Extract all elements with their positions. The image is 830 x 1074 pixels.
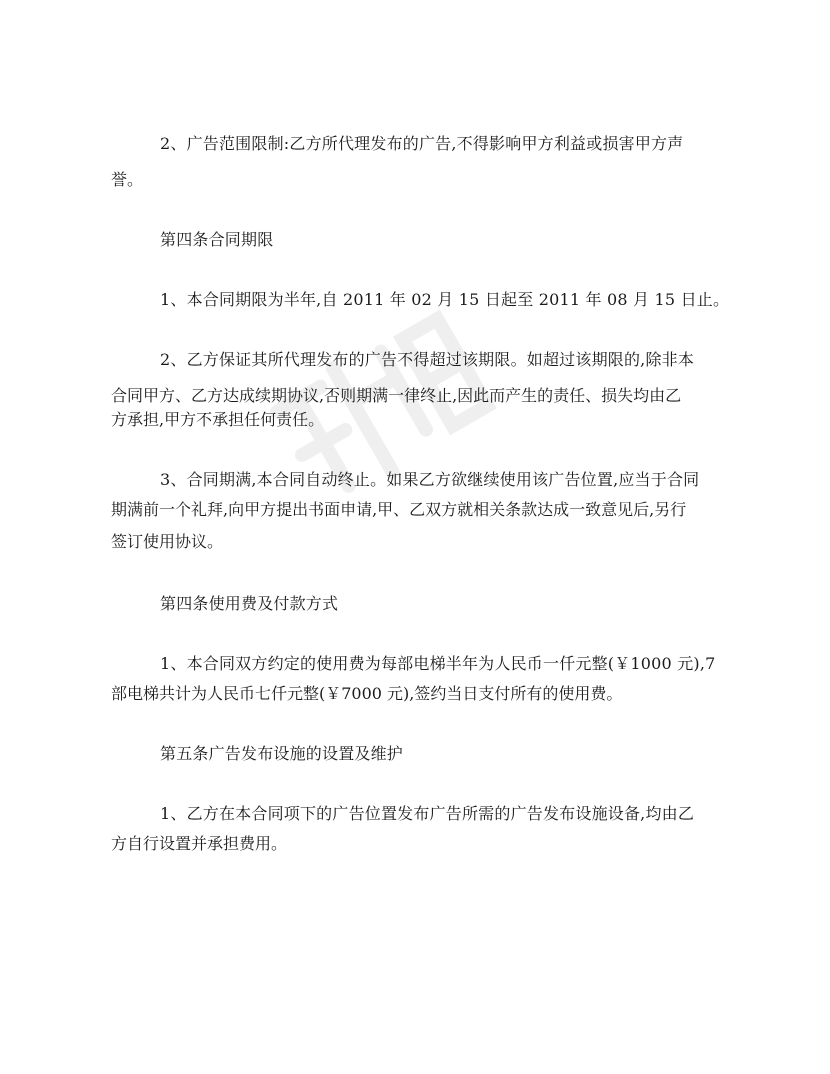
section-heading-term <box>160 222 700 258</box>
text-line: 期满前一个礼拜,向甲方提出书面申请,甲、乙双方就相关条款达成一致意见后,另行 <box>111 500 687 519</box>
section-heading-fees <box>160 586 700 622</box>
paragraph-scope-limit <box>160 126 700 162</box>
text-line: 签订使用协议。 <box>111 532 224 551</box>
text-line: 1、乙方在本合同项下的广告位置发布广告所需的广告发布设施设备,均由乙 <box>160 804 695 823</box>
heading-text: 第五条广告发布设施的设置及维护 <box>160 744 404 763</box>
text-line: 1、本合同期限为半年,自 2011 年 02 月 15 日起至 2011 年 08 月 15 日止。 <box>160 290 730 309</box>
text-line: 方自行设置并承担费用。 <box>111 834 288 853</box>
text-line: 部电梯共计为人民币七仟元整(￥7000 元),签约当日支付所有的使用费。 <box>111 684 623 703</box>
paragraph-term-guarantee <box>160 342 700 378</box>
text-line: 合同甲方、乙方达成续期协议,否则期满一律终止,因此而产生的责任、损失均由乙 <box>111 386 682 405</box>
heading-text: 第四条使用费及付款方式 <box>160 594 339 613</box>
text-line: 1、本合同双方约定的使用费为每部电梯半年为人民币一仟元整(￥1000 元),7 <box>160 654 716 673</box>
heading-text: 第四条合同期限 <box>160 230 274 249</box>
text-line: 3、合同期满,本合同自动终止。如果乙方欲继续使用该广告位置,应当于合同 <box>160 470 700 489</box>
section-heading-facilities <box>160 736 700 772</box>
text-line: 誉。 <box>111 170 144 189</box>
text-line: 2、乙方保证其所代理发布的广告不得超过该期限。如超过该期限的,除非本 <box>160 350 695 369</box>
text-line: 2、广告范围限制:乙方所代理发布的广告,不得影响甲方利益或损害甲方声 <box>160 134 684 153</box>
paragraph-term-period <box>160 282 730 318</box>
text-line: 方承担,甲方不承担任何责任。 <box>111 410 325 429</box>
